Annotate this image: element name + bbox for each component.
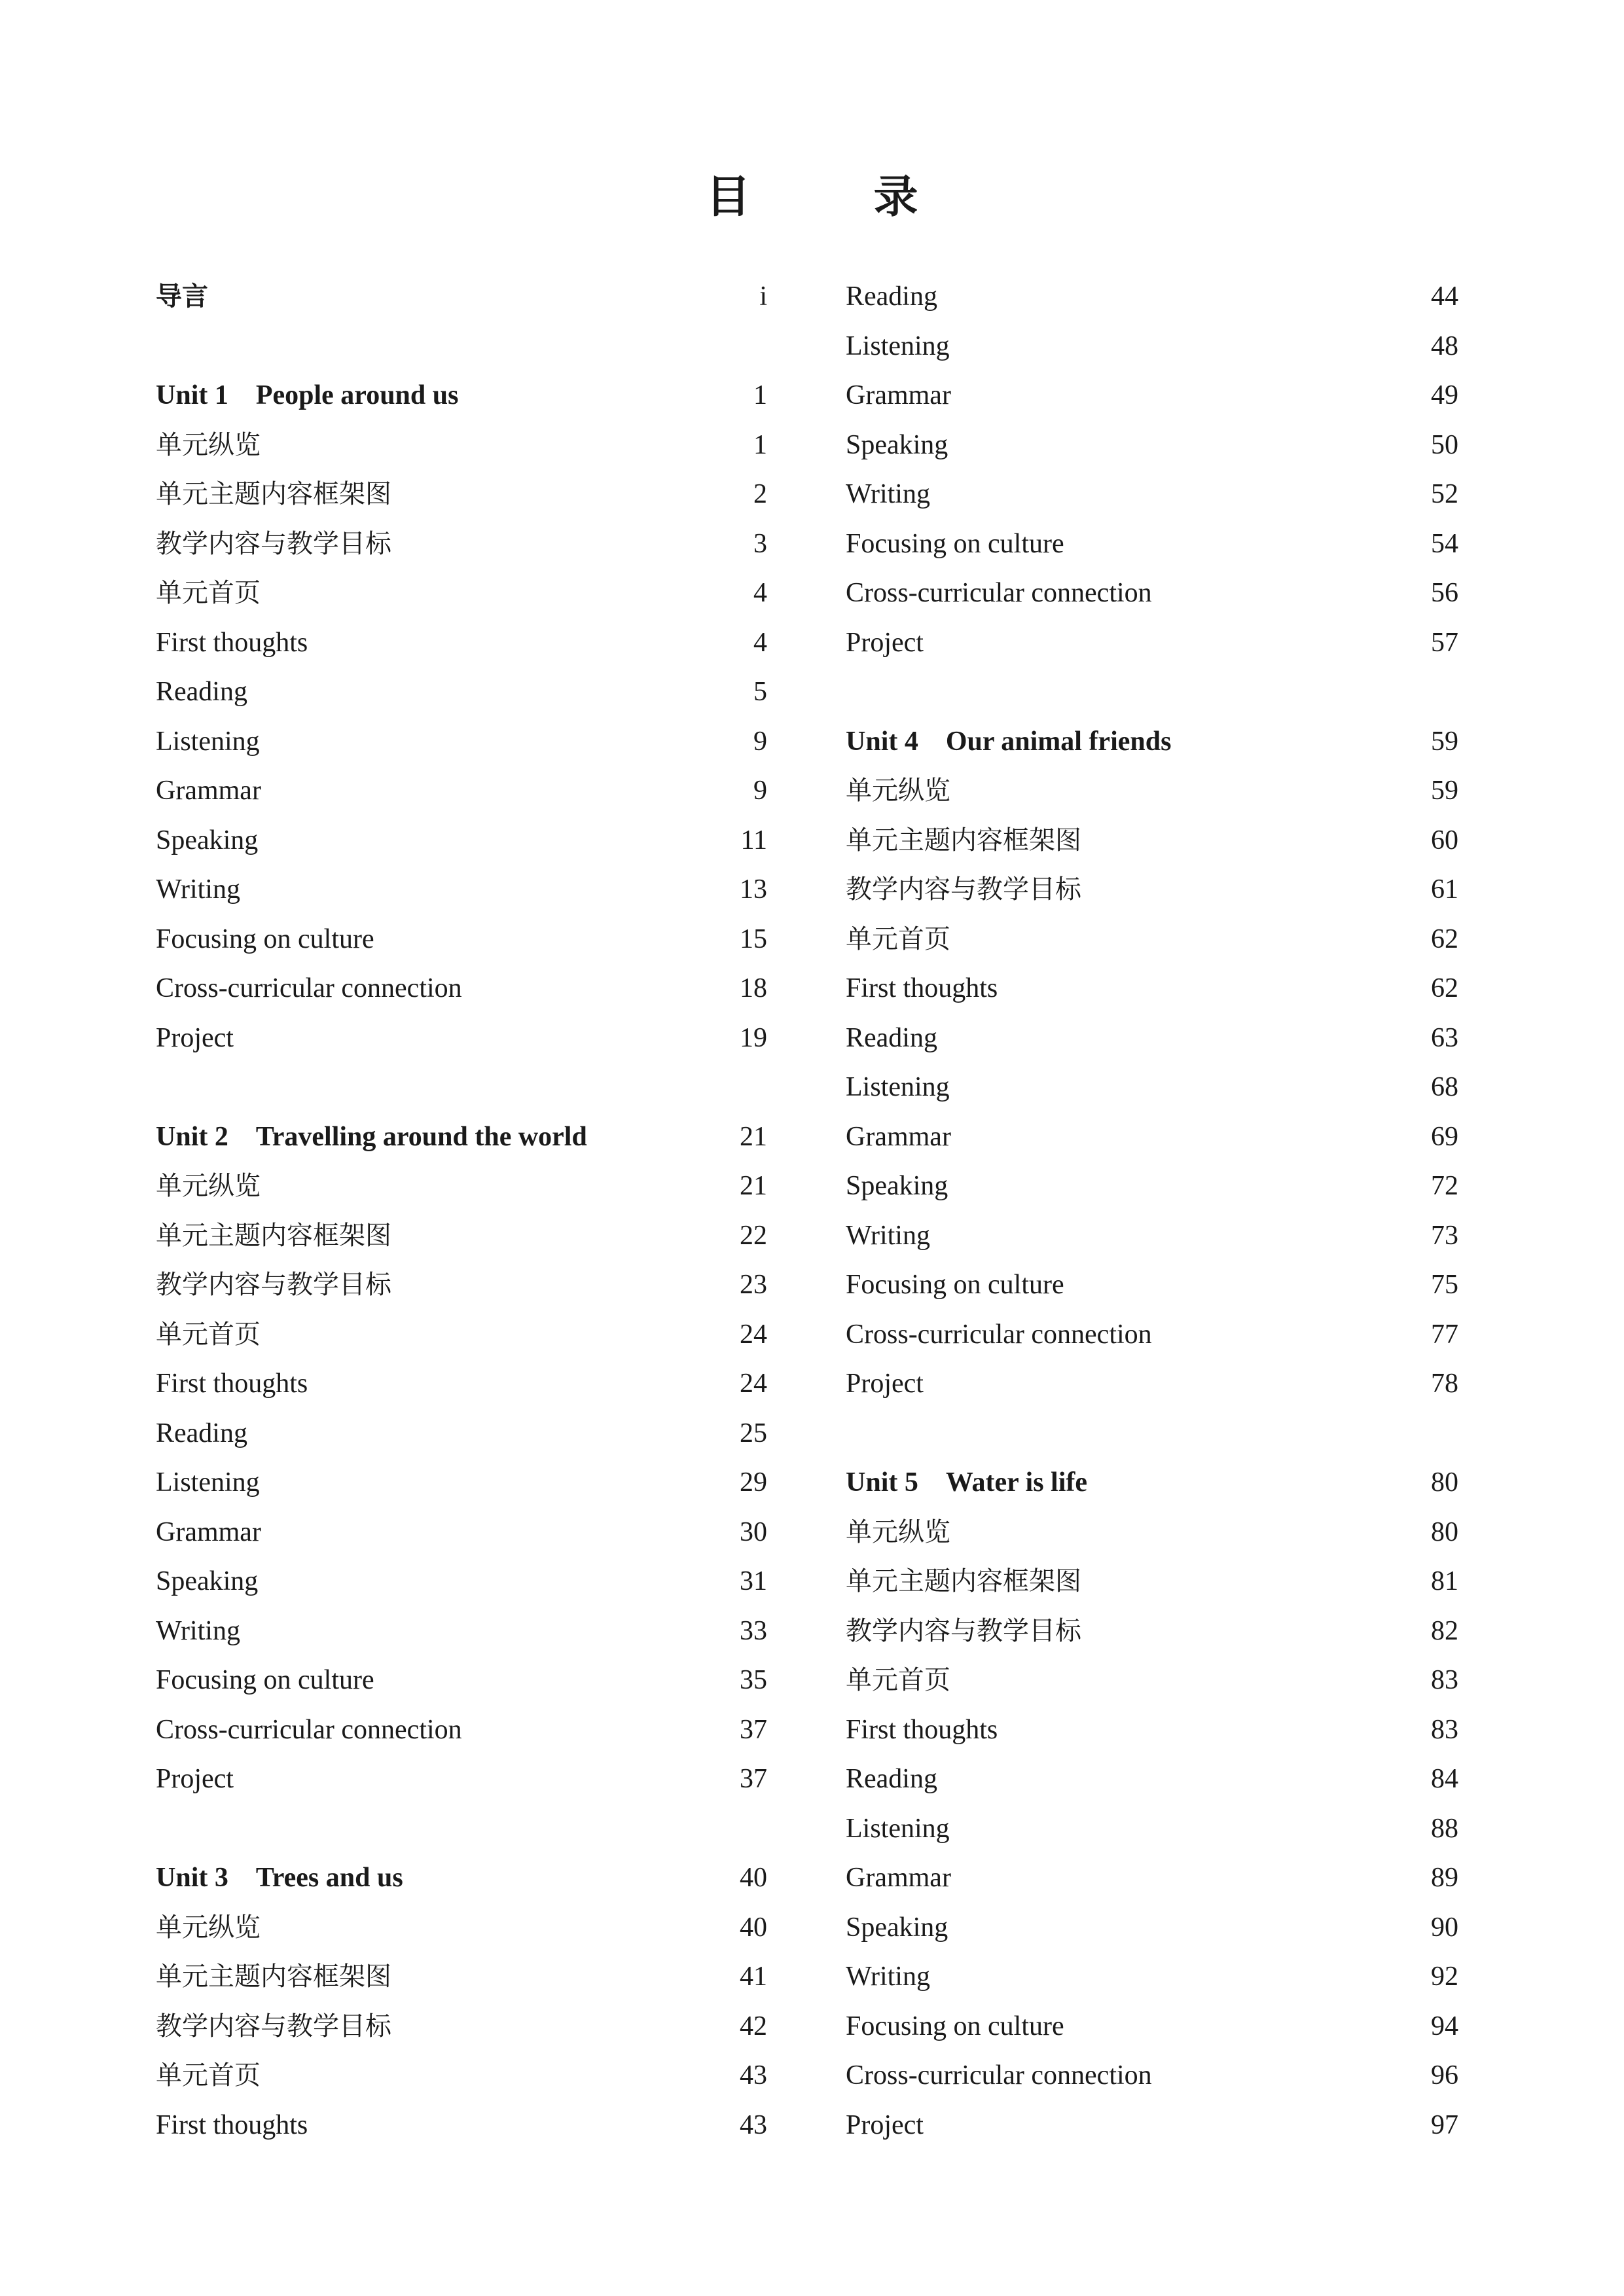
toc-entry bbox=[156, 1656, 767, 1706]
toc-spacer bbox=[846, 668, 1458, 717]
toc-entry-title: Speaking bbox=[846, 1171, 948, 1201]
toc-entry bbox=[846, 1014, 1458, 1064]
toc-unit-heading bbox=[156, 1113, 767, 1162]
toc-entry-title: Unit 3 Trees and us bbox=[156, 1863, 403, 1893]
toc-entry bbox=[156, 1557, 767, 1607]
toc-entry bbox=[846, 1854, 1458, 1903]
toc-entry-title: 教学内容与教学目标 bbox=[156, 528, 391, 559]
toc-spacer bbox=[846, 1409, 1458, 1459]
toc-page-number: 11 bbox=[740, 825, 767, 855]
toc-entry bbox=[846, 1310, 1458, 1360]
toc-entry-title: Project bbox=[846, 2109, 924, 2140]
toc-entry bbox=[846, 569, 1458, 619]
toc-entry-title: 单元主题内容框架图 bbox=[156, 479, 391, 509]
toc-entry bbox=[846, 421, 1458, 471]
toc-entry-title: 教学内容与教学目标 bbox=[156, 2011, 391, 2041]
toc-page-number: 80 bbox=[1431, 1467, 1458, 1498]
toc-unit-heading bbox=[846, 717, 1458, 767]
toc-entry-title: Reading bbox=[846, 1764, 937, 1794]
toc-page-number: 59 bbox=[1431, 776, 1458, 806]
toc-entry-title: First thoughts bbox=[846, 973, 998, 1003]
toc-entry-title: Listening bbox=[846, 1813, 950, 1844]
toc-entry bbox=[846, 964, 1458, 1014]
toc-page-number: 78 bbox=[1431, 1369, 1458, 1399]
toc-page-number: 13 bbox=[740, 874, 767, 905]
toc-page-number: 54 bbox=[1431, 528, 1458, 559]
toc-page-number: 80 bbox=[1431, 1516, 1458, 1547]
page-title: 目 录 bbox=[706, 171, 958, 223]
toc-page-number: 21 bbox=[740, 1171, 767, 1201]
toc-page-number: 9 bbox=[753, 726, 767, 757]
toc-entry bbox=[846, 1063, 1458, 1113]
toc-page-number: 30 bbox=[740, 1516, 767, 1547]
toc-entry bbox=[156, 1903, 767, 1953]
toc-entry bbox=[156, 2051, 767, 2101]
toc-left-column bbox=[156, 272, 767, 2150]
toc-page-number: 24 bbox=[740, 1319, 767, 1350]
toc-page-number: 44 bbox=[1431, 281, 1458, 312]
toc-entry bbox=[156, 1359, 767, 1409]
toc-entry-title: Speaking bbox=[156, 1566, 259, 1596]
toc-spacer bbox=[156, 1063, 767, 1113]
toc-entry-title: 单元首页 bbox=[156, 1319, 261, 1350]
toc-entry bbox=[156, 2101, 767, 2151]
toc-entry bbox=[156, 1755, 767, 1804]
toc-page-number: 52 bbox=[1431, 479, 1458, 509]
toc-page-number: 43 bbox=[740, 2109, 767, 2140]
toc-page-number: 50 bbox=[1431, 429, 1458, 460]
toc-entry-title: Project bbox=[156, 1022, 234, 1053]
toc-spacer bbox=[156, 322, 767, 372]
toc-entry bbox=[156, 915, 767, 965]
toc-entry-title: 教学内容与教学目标 bbox=[156, 1270, 391, 1300]
toc-entry bbox=[846, 1755, 1458, 1804]
toc-page-number: 29 bbox=[740, 1467, 767, 1498]
toc-page-number: 73 bbox=[1431, 1220, 1458, 1251]
toc-entry bbox=[846, 1903, 1458, 1953]
toc-entry bbox=[156, 1409, 767, 1459]
toc-entry bbox=[846, 1261, 1458, 1310]
toc-page-number: 90 bbox=[1431, 1912, 1458, 1943]
toc-entry bbox=[156, 619, 767, 668]
toc-page-number: 84 bbox=[1431, 1764, 1458, 1794]
toc-unit-heading bbox=[156, 1854, 767, 1903]
toc-entry-title: First thoughts bbox=[156, 627, 308, 658]
toc-page-number: 59 bbox=[1431, 726, 1458, 757]
toc-page-number: 48 bbox=[1431, 331, 1458, 361]
toc-entry bbox=[156, 668, 767, 717]
toc-entry-title: Listening bbox=[846, 1072, 950, 1102]
toc-entry-title: Focusing on culture bbox=[156, 1665, 374, 1695]
toc-entry-title: Grammar bbox=[846, 380, 951, 410]
toc-entry-title: Reading bbox=[846, 1022, 937, 1053]
toc-entry-title: Listening bbox=[846, 331, 950, 361]
toc-entry bbox=[156, 1310, 767, 1360]
toc-entry-title: Unit 5 Water is life bbox=[846, 1467, 1088, 1498]
toc-entry bbox=[846, 1706, 1458, 1755]
toc-page-number: 15 bbox=[740, 924, 767, 954]
toc-entry-title: Writing bbox=[846, 1962, 930, 1992]
toc-entry bbox=[846, 1113, 1458, 1162]
toc-entry-title: Focusing on culture bbox=[846, 528, 1064, 559]
toc-entry-title: Cross-curricular connection bbox=[846, 2060, 1152, 2090]
toc-page-number: 77 bbox=[1431, 1319, 1458, 1350]
toc-page-number: 9 bbox=[753, 776, 767, 806]
toc-page-number: 42 bbox=[740, 2011, 767, 2041]
toc-page-number: 37 bbox=[740, 1714, 767, 1745]
toc-entry bbox=[846, 322, 1458, 372]
toc-page-number: 24 bbox=[740, 1369, 767, 1399]
toc-entry-title: Speaking bbox=[156, 825, 259, 855]
toc-page-number: 19 bbox=[740, 1022, 767, 1053]
toc-entry-title: First thoughts bbox=[156, 2109, 308, 2140]
toc-entry-title: 单元纵览 bbox=[846, 1516, 950, 1547]
toc-page-number: 57 bbox=[1431, 627, 1458, 658]
toc-page-number: 22 bbox=[740, 1220, 767, 1251]
toc-page-number: 62 bbox=[1431, 973, 1458, 1003]
toc-page-number: 82 bbox=[1431, 1615, 1458, 1646]
toc-entry-title: First thoughts bbox=[846, 1714, 998, 1745]
toc-page-number: 21 bbox=[740, 1121, 767, 1152]
toc-page-number: 3 bbox=[753, 528, 767, 559]
toc-entry-title: Grammar bbox=[846, 1863, 951, 1893]
toc-entry bbox=[846, 915, 1458, 965]
toc-entry bbox=[156, 1952, 767, 2002]
toc-entry-title: Writing bbox=[846, 1220, 930, 1251]
toc-entry-title: Cross-curricular connection bbox=[846, 1319, 1152, 1350]
toc-entry-title: Listening bbox=[156, 726, 260, 757]
toc-page-number: 2 bbox=[753, 479, 767, 509]
toc-entry bbox=[846, 470, 1458, 520]
toc-entry bbox=[846, 619, 1458, 668]
toc-page-number: 56 bbox=[1431, 578, 1458, 608]
toc-right-column bbox=[846, 272, 1458, 2150]
toc-entry bbox=[846, 1162, 1458, 1211]
toc-entry-title: 导言 bbox=[156, 281, 208, 312]
toc-page-number: 1 bbox=[753, 429, 767, 460]
toc-page-number: 75 bbox=[1431, 1270, 1458, 1300]
toc-page-number: 83 bbox=[1431, 1714, 1458, 1745]
toc-entry-title: 单元纵览 bbox=[156, 1912, 261, 1943]
toc-page-number: 18 bbox=[740, 973, 767, 1003]
toc-entry-title: 教学内容与教学目标 bbox=[846, 874, 1081, 905]
toc-entry-title: Project bbox=[846, 1369, 924, 1399]
toc-entry bbox=[156, 520, 767, 569]
toc-entry bbox=[846, 2101, 1458, 2151]
toc-entry bbox=[156, 470, 767, 520]
toc-page-number: 4 bbox=[753, 627, 767, 658]
toc-page-number: 94 bbox=[1431, 2011, 1458, 2041]
toc-entry bbox=[156, 1458, 767, 1508]
toc-entry bbox=[156, 717, 767, 767]
toc-entry-title: First thoughts bbox=[156, 1369, 308, 1399]
toc-page-number: 5 bbox=[753, 677, 767, 707]
toc-entry bbox=[846, 816, 1458, 866]
toc-entry-title: Reading bbox=[846, 281, 937, 312]
toc-entry bbox=[156, 1508, 767, 1558]
toc-entry-title: Project bbox=[156, 1764, 234, 1794]
toc-page-number: 35 bbox=[740, 1665, 767, 1695]
toc-entry-title: Unit 1 People around us bbox=[156, 380, 459, 410]
toc-entry-title: 单元纵览 bbox=[846, 776, 950, 806]
toc-entry bbox=[846, 1607, 1458, 1657]
toc-entry-title: 单元首页 bbox=[156, 2060, 261, 2090]
toc-entry bbox=[156, 1706, 767, 1755]
toc-entry bbox=[846, 1656, 1458, 1706]
toc-entry-title: 单元纵览 bbox=[156, 429, 261, 460]
toc-entry-title: 单元纵览 bbox=[156, 1171, 261, 1201]
toc-entry bbox=[156, 1211, 767, 1261]
toc-page-number: 25 bbox=[740, 1418, 767, 1448]
toc-intro bbox=[156, 272, 767, 322]
toc-entry bbox=[156, 766, 767, 816]
toc-page-number: 60 bbox=[1431, 825, 1458, 855]
toc-entry bbox=[846, 865, 1458, 915]
toc-entry bbox=[846, 272, 1458, 322]
toc-entry-title: Speaking bbox=[846, 1912, 948, 1943]
toc-unit-heading bbox=[156, 371, 767, 421]
toc-entry bbox=[846, 1952, 1458, 2002]
toc-page-number: 43 bbox=[740, 2060, 767, 2090]
toc-entry bbox=[156, 816, 767, 866]
toc-page-number: 92 bbox=[1431, 1962, 1458, 1992]
toc-entry-title: Cross-curricular connection bbox=[846, 578, 1152, 608]
toc-entry bbox=[156, 421, 767, 471]
toc-entry-title: Cross-curricular connection bbox=[156, 973, 462, 1003]
toc-entry bbox=[846, 1211, 1458, 1261]
toc-entry-title: Speaking bbox=[846, 429, 948, 460]
toc-spacer bbox=[156, 1804, 767, 1854]
toc-entry-title: 单元首页 bbox=[846, 924, 950, 954]
toc-page-number: 1 bbox=[753, 380, 767, 410]
toc-page-number: 97 bbox=[1431, 2109, 1458, 2140]
toc-entry-title: Focusing on culture bbox=[846, 2011, 1064, 2041]
toc-page-number: 23 bbox=[740, 1270, 767, 1300]
toc-entry-title: Unit 2 Travelling around the world bbox=[156, 1121, 587, 1152]
toc-page-number: 37 bbox=[740, 1764, 767, 1794]
toc-entry-title: 单元主题内容框架图 bbox=[846, 825, 1081, 855]
toc-entry bbox=[846, 2002, 1458, 2052]
toc-page-number: 61 bbox=[1431, 874, 1458, 905]
toc-page-number: 69 bbox=[1431, 1121, 1458, 1152]
toc-entry bbox=[156, 1607, 767, 1657]
toc-entry bbox=[846, 1804, 1458, 1854]
toc-entry-title: 单元主题内容框架图 bbox=[846, 1566, 1081, 1596]
toc-entry bbox=[156, 964, 767, 1014]
toc-entry bbox=[156, 1261, 767, 1310]
toc-entry-title: 单元主题内容框架图 bbox=[156, 1962, 391, 1992]
toc-page-number: 4 bbox=[753, 578, 767, 608]
toc-page-number: 68 bbox=[1431, 1072, 1458, 1102]
toc-entry-title: 单元首页 bbox=[846, 1665, 950, 1695]
toc-entry-title: Grammar bbox=[846, 1121, 951, 1152]
toc-entry bbox=[156, 1014, 767, 1064]
toc-entry-title: Writing bbox=[156, 1615, 240, 1646]
toc-entry bbox=[846, 1557, 1458, 1607]
toc-entry bbox=[846, 766, 1458, 816]
toc-entry bbox=[156, 865, 767, 915]
toc-entry-title: 教学内容与教学目标 bbox=[846, 1615, 1081, 1646]
toc-entry-title: Grammar bbox=[156, 776, 261, 806]
toc-entry bbox=[846, 371, 1458, 421]
toc-entry-title: Writing bbox=[156, 874, 240, 905]
toc-entry bbox=[846, 1508, 1458, 1558]
toc-entry-title: Reading bbox=[156, 677, 247, 707]
toc-page-number: 89 bbox=[1431, 1863, 1458, 1893]
toc-entry-title: 单元主题内容框架图 bbox=[156, 1220, 391, 1251]
toc-page-number: 31 bbox=[740, 1566, 767, 1596]
toc-page-number: 40 bbox=[740, 1912, 767, 1943]
toc-unit-heading bbox=[846, 1458, 1458, 1508]
toc-page-number: 33 bbox=[740, 1615, 767, 1646]
toc-entry bbox=[846, 2051, 1458, 2101]
toc-entry-title: Unit 4 Our animal friends bbox=[846, 726, 1172, 757]
toc-entry-title: Writing bbox=[846, 479, 930, 509]
toc-page-number: 83 bbox=[1431, 1665, 1458, 1695]
toc-entry-title: Grammar bbox=[156, 1516, 261, 1547]
toc-entry-title: Project bbox=[846, 627, 924, 658]
toc-entry-title: Focusing on culture bbox=[846, 1270, 1064, 1300]
toc-entry bbox=[846, 1359, 1458, 1409]
toc-page-number: 81 bbox=[1431, 1566, 1458, 1596]
toc-entry-title: Focusing on culture bbox=[156, 924, 374, 954]
toc-page-number: 72 bbox=[1431, 1171, 1458, 1201]
toc-page-number: 62 bbox=[1431, 924, 1458, 954]
toc-entry bbox=[846, 520, 1458, 569]
toc-page-number: 40 bbox=[740, 1863, 767, 1893]
toc-entry bbox=[156, 2002, 767, 2052]
toc-entry-title: Cross-curricular connection bbox=[156, 1714, 462, 1745]
toc-page-number: 96 bbox=[1431, 2060, 1458, 2090]
toc-page-number: 41 bbox=[740, 1962, 767, 1992]
toc-entry bbox=[156, 1162, 767, 1211]
toc-page-number: 49 bbox=[1431, 380, 1458, 410]
toc-entry-title: Listening bbox=[156, 1467, 260, 1498]
toc-entry bbox=[156, 569, 767, 619]
toc-entry-title: Reading bbox=[156, 1418, 247, 1448]
toc-page-number: i bbox=[759, 281, 767, 312]
toc-page-number: 88 bbox=[1431, 1813, 1458, 1844]
toc-entry-title: 单元首页 bbox=[156, 578, 261, 608]
toc-page-number: 63 bbox=[1431, 1022, 1458, 1053]
